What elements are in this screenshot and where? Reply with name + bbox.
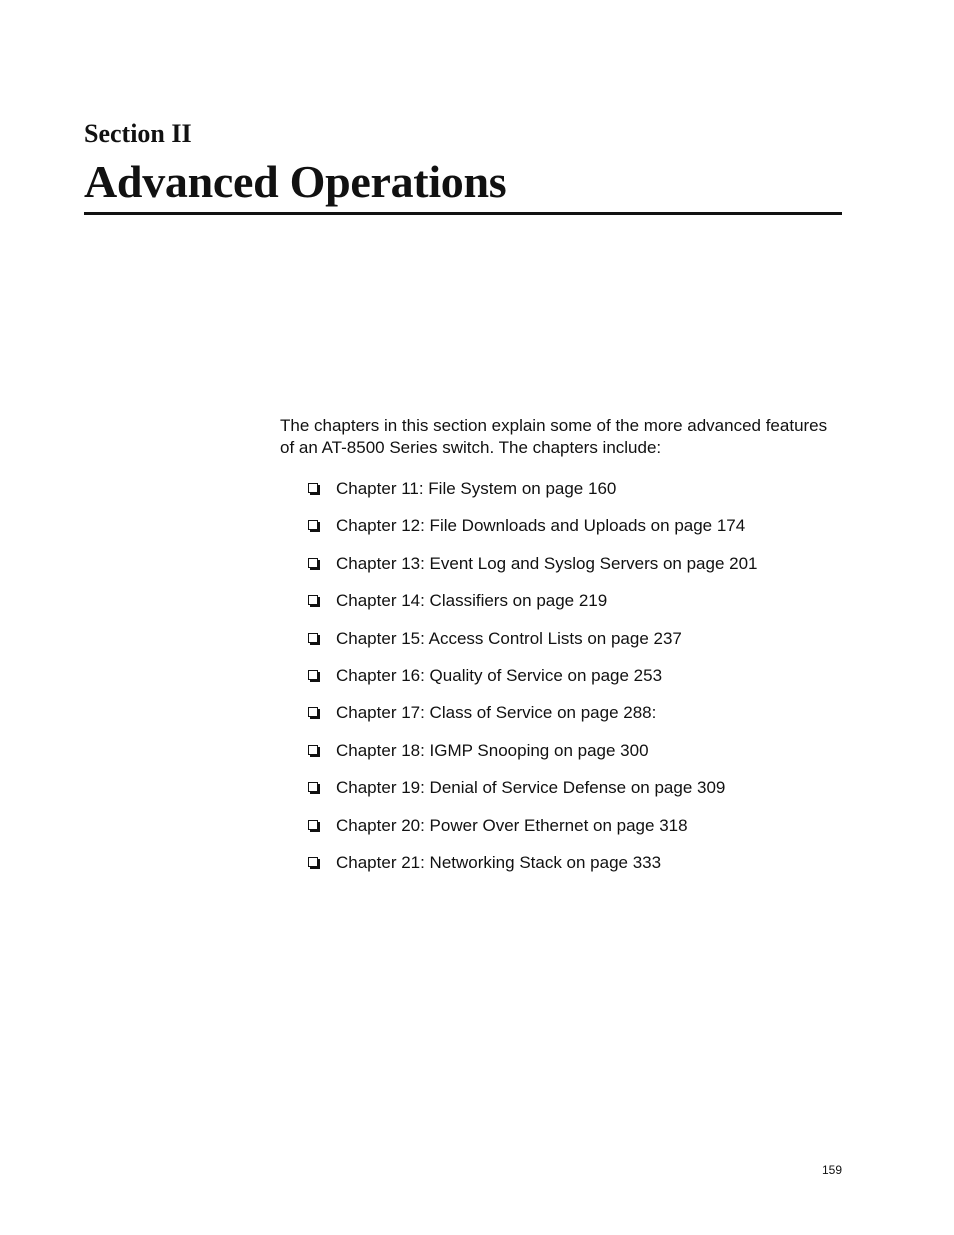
page-title: Advanced Operations [84,156,507,207]
checkbox-bullet-icon [308,520,318,530]
chapter-link[interactable]: Chapter 16: Quality of Service on page 253 [336,665,663,685]
chapter-link[interactable]: Chapter 15: Access Control Lists on page 237 [336,628,682,648]
chapter-link[interactable]: Chapter 13: Event Log and Syslog Servers on page 201 [336,553,758,573]
chapter-link[interactable]: Chapter 17: Class of Service on page 288: [336,703,657,723]
title-rule [84,212,842,215]
checkbox-bullet-icon [308,857,318,867]
chapter-link[interactable]: Chapter 11: File System on page 160 [336,479,617,498]
checkbox-bullet-icon [308,707,318,717]
section-label: Section II [84,119,192,148]
checkbox-bullet-icon [308,633,318,643]
checkbox-bullet-icon [308,820,318,830]
checkbox-bullet-icon [308,483,318,493]
intro-paragraph: The chapters in this section explain some of the more advanced features of an AT-8500 Series switch. The chapters include: [280,416,828,457]
checkbox-bullet-icon [308,558,318,568]
chapter-link[interactable]: Chapter 21: Networking Stack on page 333 [336,852,662,872]
chapter-link[interactable]: Chapter 14: Classifiers on page 219 [336,591,608,611]
checkbox-bullet-icon [308,670,318,680]
chapter-link[interactable]: Chapter 19: Denial of Service Defense on page 309 [336,778,726,798]
checkbox-bullet-icon [308,782,318,792]
checkbox-bullet-icon [308,595,318,605]
checkbox-bullet-icon [308,745,318,755]
page-number: 159 [821,1163,842,1177]
chapter-link[interactable]: Chapter 12: File Downloads and Uploads on page 174 [336,516,746,536]
chapter-link[interactable]: Chapter 18: IGMP Snooping on page 300 [336,740,649,760]
chapter-link[interactable]: Chapter 20: Power Over Ethernet on page 318 [336,815,688,835]
